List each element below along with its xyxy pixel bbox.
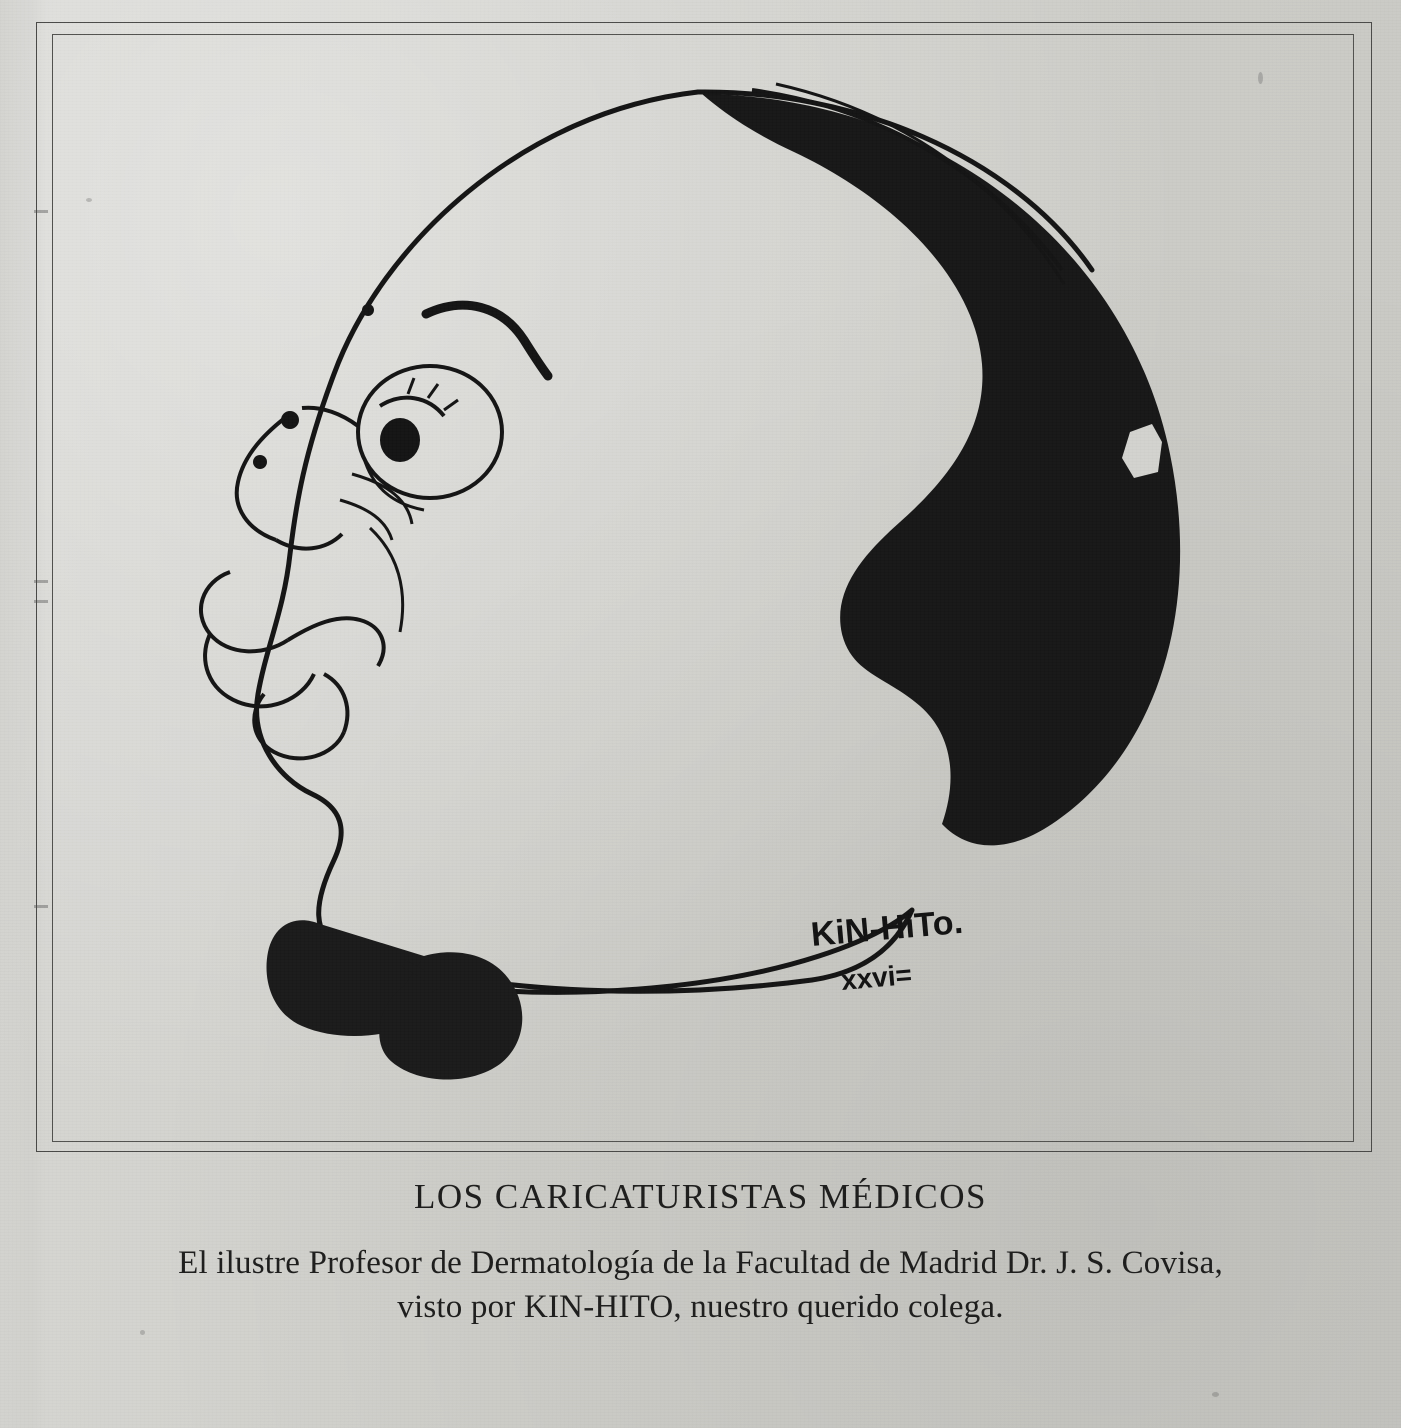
print-speck [140,1330,145,1335]
eyeglass-bridge [302,408,358,426]
temple-dot [362,304,374,316]
eyeglass-lens [358,366,502,498]
print-speck [1212,1392,1219,1397]
eyeglass-lower-rim [364,458,424,510]
svg-text:xxvi=: xxvi= [839,958,914,996]
eyelid-line [380,398,444,416]
head-shading-mass [702,94,1180,845]
eye-pupil [380,418,420,462]
face-profile-line [257,92,912,992]
nose-outline [237,414,290,540]
moustache-upper [201,572,288,651]
caricature-illustration [52,34,1352,1140]
moustache-right [288,618,384,666]
lip-corner-line [324,674,347,732]
smile-line [340,500,392,540]
caption-line-1: El ilustre Profesor de Dermatología de la Facultad de Madrid Dr. J. S. Covisa, [178,1244,1223,1281]
caption-line-2: visto por KIN-HITO, nuestro querido colega. [397,1289,1004,1326]
caption [0,1178,1401,1330]
nose-bridge-dot [253,455,267,469]
nostril-line [276,534,342,549]
svg-text:KiN-HiTo.: KiN-HiTo. [809,902,965,954]
caption-title: LOS CARICATURISTAS MÉDICOS [414,1177,987,1216]
nasolabial-line [370,528,403,632]
lips-outline [254,694,344,758]
